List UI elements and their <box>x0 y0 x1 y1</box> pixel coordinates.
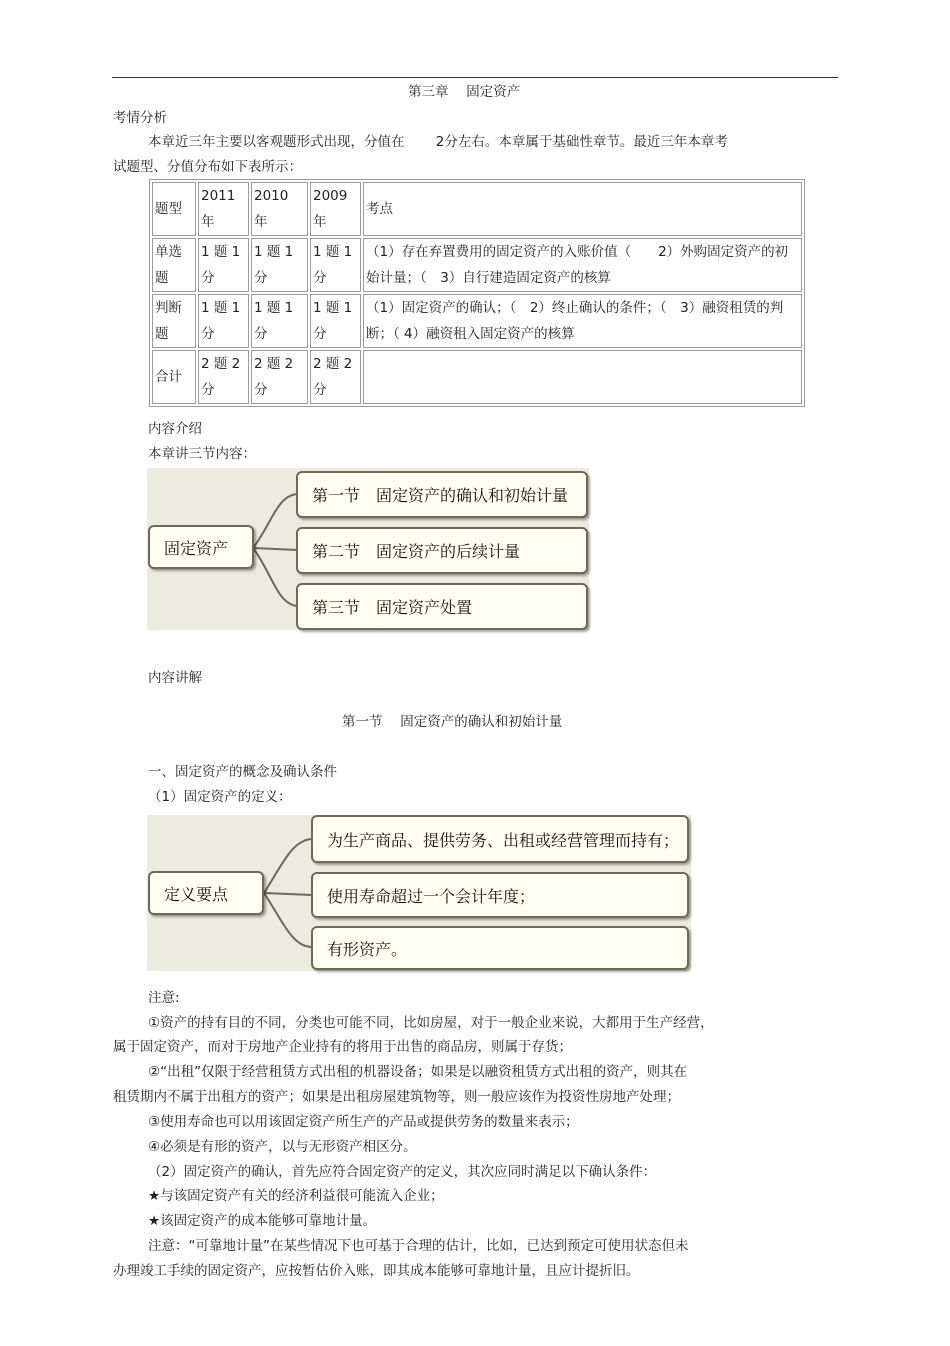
analysis-heading: 考情分析 <box>113 110 167 126</box>
cell-2010: 2 题 2 分 <box>251 350 308 404</box>
note-2-line-1: ②“出租”仅限于经营租赁方式出租的机器设备；如果是以融资租赁方式出租的资产，则其在 <box>148 1064 688 1080</box>
content-lecture-heading: 内容讲解 <box>148 670 202 686</box>
node-section-3: 第三节 固定资产处置 <box>296 583 588 630</box>
node-definition-1: 为生产商品、提供劳务、出租或经营管理而持有； <box>311 815 689 863</box>
condition-1: ★与该固定资产有关的经济利益很可能流入企业； <box>148 1188 444 1204</box>
table-row <box>152 350 802 404</box>
header-rule <box>112 77 838 78</box>
note-1-line-2: 属于固定资产，而对于房地产企业持有的将用于出售的商品房，则属于存货； <box>113 1039 572 1055</box>
definition-diagram <box>147 815 691 971</box>
node-section-1: 第一节 固定资产的确认和初始计量 <box>296 471 588 518</box>
header-type: 题型 <box>152 182 196 236</box>
header-2009: 2009 年 <box>310 182 361 236</box>
cell-2009: 1 题 1 分 <box>310 238 361 292</box>
cell-points <box>363 350 802 404</box>
table-header-row <box>152 182 802 236</box>
table-row <box>152 238 802 292</box>
sub-heading-1: （1）固定资产的定义： <box>148 789 292 805</box>
cell-2009: 2 题 2 分 <box>310 350 361 404</box>
root-node-fixed-assets: 固定资产 <box>148 525 254 569</box>
node-definition-2: 使用寿命超过一个会计年度； <box>311 872 689 918</box>
header-2011: 2011 年 <box>198 182 249 236</box>
header-points: 考点 <box>363 182 802 236</box>
cell-2011: 1 题 1 分 <box>198 238 249 292</box>
cell-type: 合计 <box>152 350 196 404</box>
cell-2011: 2 题 2 分 <box>198 350 249 404</box>
content-intro-heading: 内容介绍 <box>148 421 202 437</box>
table-row <box>152 294 802 348</box>
final-note-line-2: 办理竣工手续的固定资产，应按暂估价入账，即其成本能够可靠地计量，且应计提折旧。 <box>113 1263 640 1279</box>
note-3: ③使用寿命也可以用该固定资产所生产的产品或提供劳务的数量来表示； <box>148 1114 579 1130</box>
cell-points: （1）固定资产的确认；（ 2）终止确认的条件；（ 3）融资租赁的判断；（ 4）融资租入固定资产的核算 <box>363 294 802 348</box>
condition-2: ★该固定资产的成本能够可靠地计量。 <box>148 1213 377 1229</box>
cell-2011: 1 题 1 分 <box>198 294 249 348</box>
cell-type: 单选题 <box>152 238 196 292</box>
note-1-line-1: ①资产的持有目的不同，分类也可能不同，比如房屋，对于一般企业来说，大都用于生产经营， <box>148 1015 714 1031</box>
notes-title: 注意: <box>148 990 180 1006</box>
cell-2010: 1 题 1 分 <box>251 238 308 292</box>
cell-2010: 1 题 1 分 <box>251 294 308 348</box>
content-intro-text: 本章讲三节内容： <box>148 446 256 462</box>
root-node-definition-points: 定义要点 <box>148 871 264 915</box>
section-1-title: 第一节 固定资产的确认和初始计量 <box>342 714 563 730</box>
final-note-line-1: 注意：“可靠地计量”在某些情况下也可基于合理的估计，比如，已达到预定可使用状态但未 <box>148 1238 689 1254</box>
sections-diagram <box>147 468 589 630</box>
node-definition-3: 有形资产。 <box>311 926 689 970</box>
exam-distribution-table <box>149 179 805 407</box>
chapter-title: 第三章 固定资产 <box>408 84 521 100</box>
intro-line-2: 试题型、分值分布如下表所示： <box>113 159 302 175</box>
header-2010: 2010 年 <box>251 182 308 236</box>
node-section-2: 第二节 固定资产的后续计量 <box>296 527 588 574</box>
note-2-line-2: 租赁期内不属于出租方的资产；如果是出租房屋建筑物等，则一般应该作为投资性房地产处理； <box>113 1089 680 1105</box>
cell-2009: 1 题 1 分 <box>310 294 361 348</box>
note-4: ④必须是有形的资产，以与无形资产相区分。 <box>148 1139 417 1155</box>
cell-type: 判断题 <box>152 294 196 348</box>
heading-1: 一、固定资产的概念及确认条件 <box>148 764 337 780</box>
sub-heading-2: （2）固定资产的确认，首先应符合固定资产的定义，其次应同时满足以下确认条件： <box>148 1164 657 1180</box>
intro-line-1: 本章近三年主要以客观题形式出现，分值在 2分左右。本章属于基础性章节。最近三年本章考 <box>148 134 728 150</box>
cell-points: （1）存在弃置费用的固定资产的入账价值（ 2）外购固定资产的初始计量；（ 3）自行建造固定资产的核算 <box>363 238 802 292</box>
